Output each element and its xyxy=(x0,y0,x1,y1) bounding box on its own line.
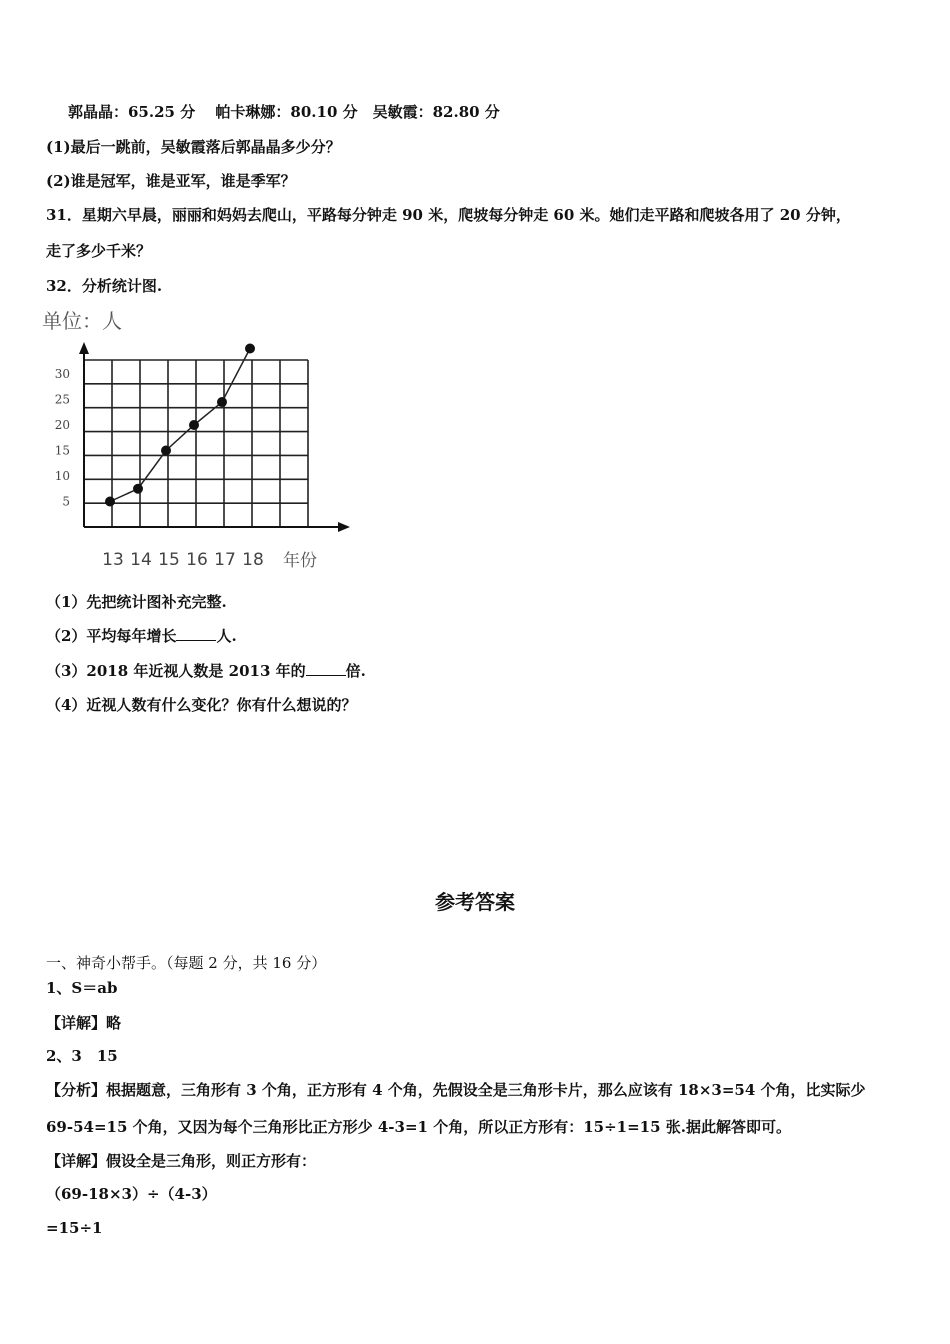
data-point xyxy=(161,446,171,456)
x-tick-label: 15 xyxy=(158,550,180,570)
answers-section1: 一、神奇小帮手。（每题 2 分，共 16 分） xyxy=(46,954,327,972)
q31-line2: 走了多少千米？ xyxy=(46,242,152,260)
chart-grid xyxy=(84,360,308,527)
y-tick-label: 30 xyxy=(54,367,70,381)
data-point xyxy=(105,497,115,507)
q32-sub3-post: 倍. xyxy=(345,662,366,680)
q32-sub4: （4）近视人数有什么变化？你有什么想说的？ xyxy=(46,696,357,714)
q32-sub1: （1）先把统计图补充完整. xyxy=(46,593,227,611)
y-tick-label: 15 xyxy=(54,443,70,458)
chart-x-axis-label: 年份 xyxy=(283,551,317,571)
chart-unit-label: 单位：人 xyxy=(42,309,122,333)
data-point xyxy=(133,484,143,494)
data-point xyxy=(189,420,199,430)
chart-x-ticks xyxy=(102,550,264,570)
answer-1-detail: 【详解】略 xyxy=(46,1014,122,1032)
answer-2-detail: 【详解】假设全是三角形，则正方形有： xyxy=(46,1152,317,1170)
y-tick-label: 20 xyxy=(54,418,70,432)
y-tick-label: 5 xyxy=(62,494,70,509)
answer-2-analysis-line2: 69-54=15 个角，又因为每个三角形比正方形少 4-3=1 个角，所以正方形有：15÷1=15 张.据此解答即可。 xyxy=(46,1118,791,1136)
data-point xyxy=(217,397,227,407)
answers-title: 参考答案 xyxy=(435,890,515,914)
x-tick-label: 13 xyxy=(102,550,124,570)
q30-scores: 郭晶晶：65.25 分 帕卡琳娜：80.10 分 吴敏霞：82.80 分 xyxy=(68,103,500,121)
q32-title: 32．分析统计图. xyxy=(46,277,163,295)
q30-sub2: (2)谁是冠军，谁是亚军，谁是季军？ xyxy=(46,172,296,190)
x-tick-label: 17 xyxy=(214,550,236,570)
x-tick-label: 14 xyxy=(130,550,152,570)
x-tick-label: 16 xyxy=(186,550,208,570)
answer-1: 1、S＝ab xyxy=(46,979,118,997)
x-tick-label: 18 xyxy=(242,550,264,570)
q30-sub1: (1)最后一跳前，吴敏霞落后郭晶晶多少分？ xyxy=(46,138,341,156)
y-axis-arrow xyxy=(79,342,89,354)
statistics-line-chart xyxy=(40,306,360,576)
y-tick-label: 25 xyxy=(54,392,70,407)
answer-2: 2、3 15 xyxy=(46,1047,118,1065)
chart-series xyxy=(105,344,255,507)
y-tick-label: 10 xyxy=(54,469,70,483)
q31-line1: 31．星期六早晨，丽丽和妈妈去爬山，平路每分钟走 90 米，爬坡每分钟走 60 米。她们走平路和爬坡各用了 20 分钟， xyxy=(46,206,851,224)
q32-sub3 xyxy=(46,661,366,681)
answer-blank[interactable] xyxy=(306,661,346,676)
answer-2-calc2: =15÷1 xyxy=(46,1219,103,1237)
answer-blank[interactable] xyxy=(176,626,216,641)
q32-sub2 xyxy=(46,626,237,646)
answer-2-analysis-line1: 【分析】根据题意，三角形有 3 个角，正方形有 4 个角，先假设全是三角形卡片，那么应该有 18×3=54 个角，比实际少 xyxy=(46,1081,866,1099)
data-point xyxy=(245,344,255,354)
q32-sub2-post: 人. xyxy=(216,627,237,645)
x-axis-arrow xyxy=(338,522,350,532)
q32-sub2-pre: （2）平均每年增长 xyxy=(46,627,177,645)
q32-sub3-pre: （3）2018 年近视人数是 2013 年的 xyxy=(46,662,306,680)
answer-2-calc1: （69-18×3）÷（4-3） xyxy=(46,1185,217,1203)
chart-y-ticks xyxy=(55,367,70,509)
